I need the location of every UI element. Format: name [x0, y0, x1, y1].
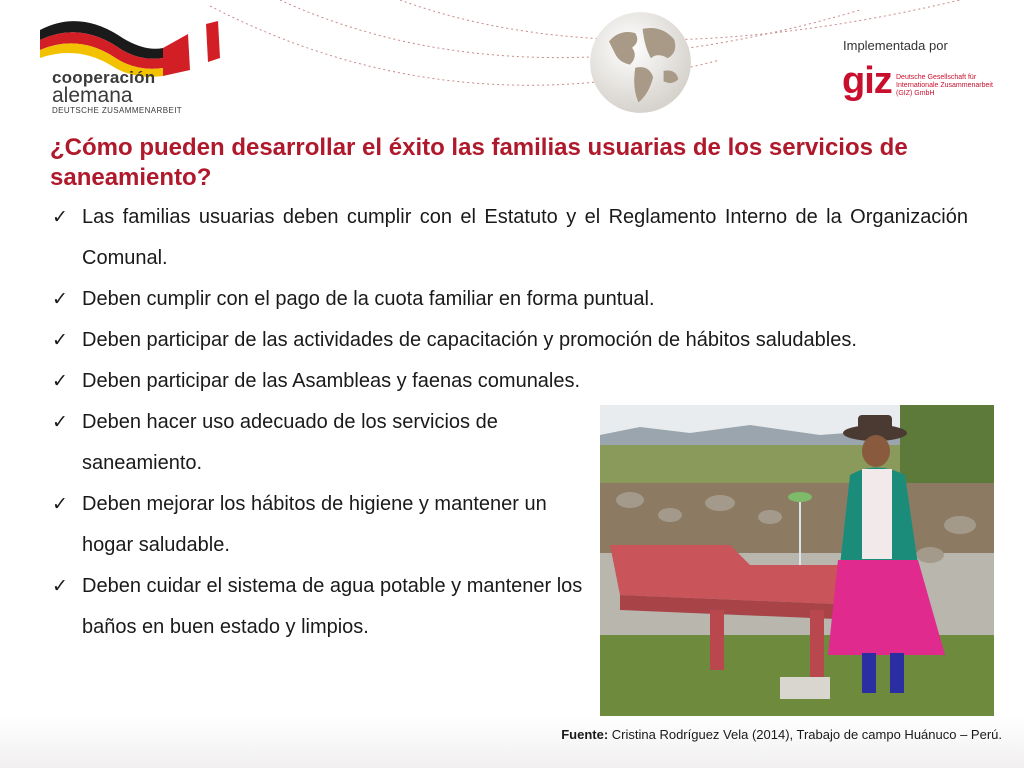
checkmark-icon: ✓	[52, 207, 68, 228]
checkmark-icon: ✓	[52, 494, 68, 515]
list-item: ✓ Deben mejorar los hábitos de higiene y mantener un hogar saludable.	[50, 484, 602, 566]
cooperacion-label: cooperación	[52, 68, 156, 87]
list-item: ✓ Deben participar de las actividades de capacitación y promoción de hábitos saludables.	[50, 320, 968, 361]
list-item: ✓ Deben hacer uso adecuado de los servicios de saneamiento.	[50, 402, 602, 484]
list-item: ✓ Las familias usuarias deben cumplir con el Estatuto y el Reglamento Interno de la Organización Comunal.	[50, 197, 968, 279]
list-item: ✓ Deben cuidar el sistema de agua potable y mantener los baños en buen estado y limpios.	[50, 566, 602, 648]
checkmark-icon: ✓	[52, 576, 68, 597]
alemana-label: alemana	[52, 84, 133, 107]
list-item: ✓ Deben cumplir con el pago de la cuota familiar en forma puntual.	[50, 279, 968, 320]
checkmark-icon: ✓	[52, 330, 68, 351]
globe-icon	[588, 10, 693, 115]
list-item: ✓ Deben participar de las Asambleas y faenas comunales.	[50, 361, 968, 402]
footer-band	[0, 716, 1024, 768]
source-label: Fuente:	[561, 727, 609, 742]
giz-subtitle: Deutsche Gesellschaft für Internationale Zusammenarbeit (GIZ) GmbH	[896, 74, 993, 97]
field-photo-woman-at-laundry-basin	[600, 405, 994, 718]
source-caption	[561, 727, 1002, 742]
deutsche-zusammenarbeit-label: DEUTSCHE ZUSAMMENARBEIT	[52, 106, 183, 115]
source-text: Cristina Rodríguez Vela (2014), Trabajo de campo Huánuco – Perú.	[608, 727, 1002, 742]
checkmark-icon: ✓	[52, 371, 68, 392]
giz-logo-word: giz	[842, 60, 892, 102]
slide-title: ¿Cómo pueden desarrollar el éxito las familias usuarias de los servicios de saneamiento?	[50, 134, 908, 191]
checkmark-icon: ✓	[52, 289, 68, 310]
checkmark-icon: ✓	[52, 412, 68, 433]
implemented-by-label: Implementada por	[843, 38, 948, 53]
header	[0, 0, 1024, 125]
